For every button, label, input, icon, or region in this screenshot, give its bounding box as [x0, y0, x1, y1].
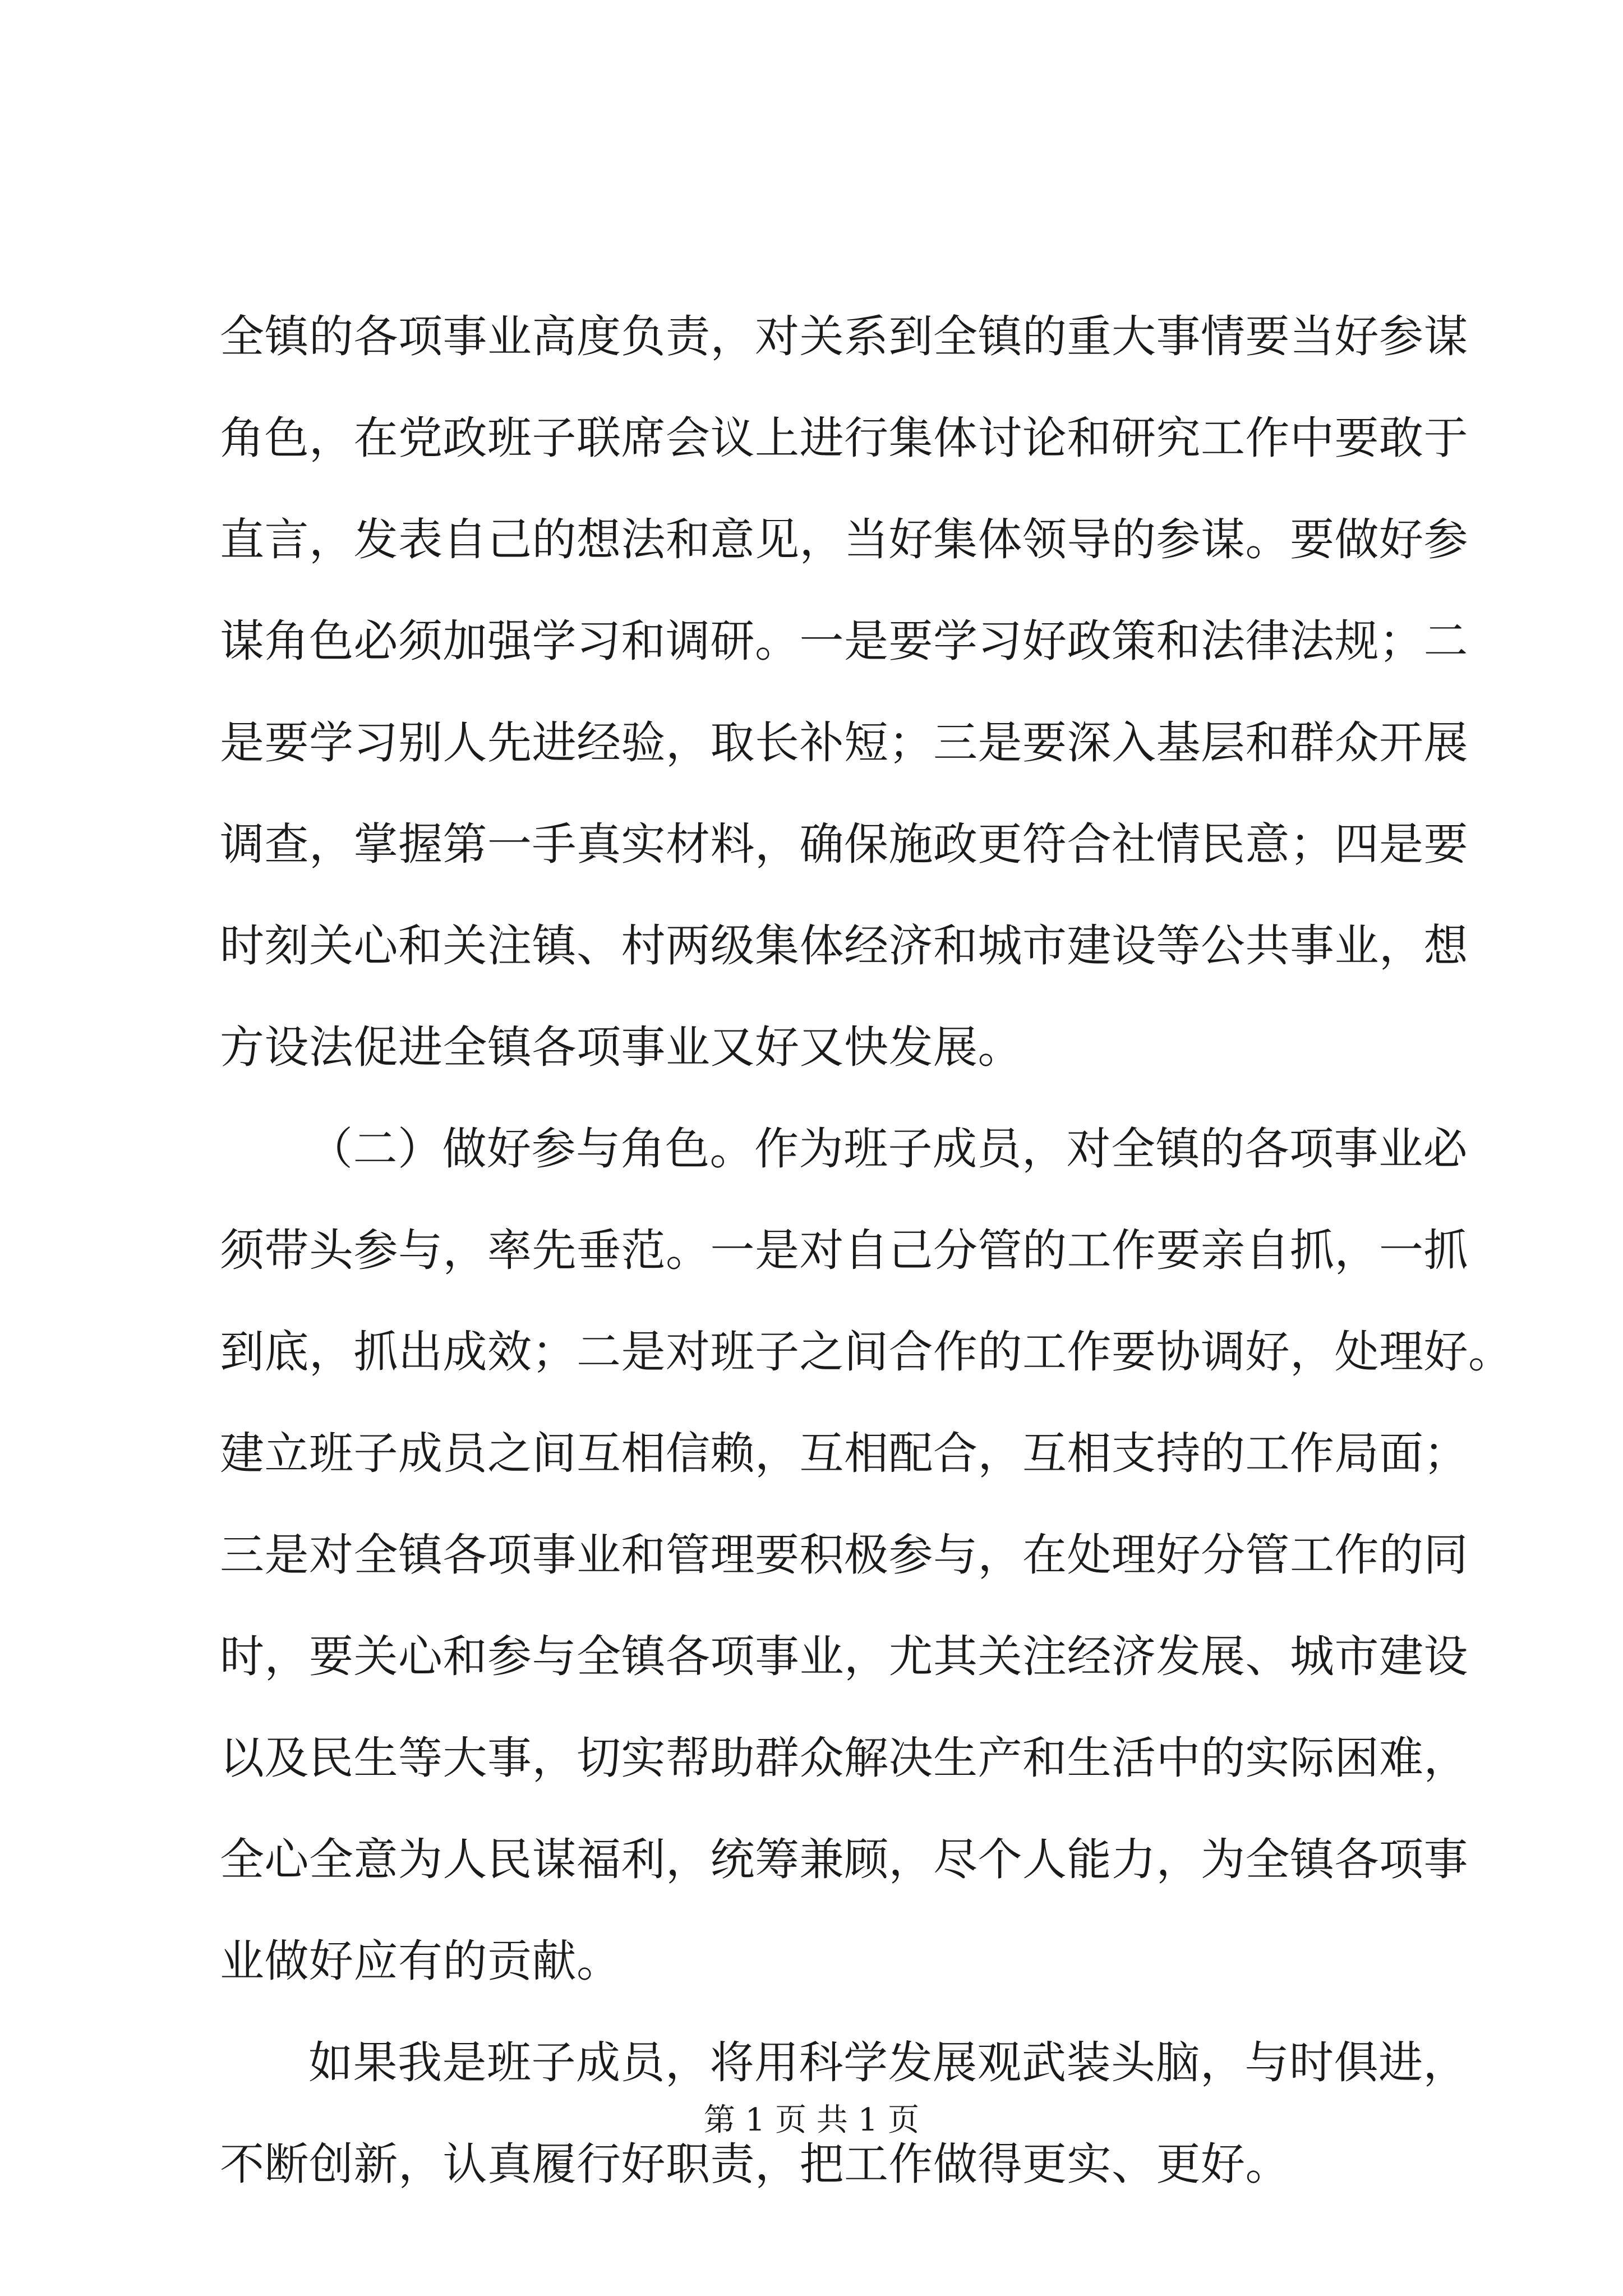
- text-line: 到底，抓出成效；二是对班子之间合作的工作要协调好，处理好。: [220, 1326, 1513, 1378]
- text-line: 不断创新，认真履行好职责，把工作做得更实、更好。: [220, 2138, 1290, 2190]
- text-line: 时，要关心和参与全镇各项事业，尤其关注经济发展、城市建设: [220, 1631, 1468, 1682]
- text-line: 全镇的各项事业高度负责，对关系到全镇的重大事情要当好参谋: [220, 311, 1468, 362]
- text-line: 如果我是班子成员，将用科学发展观武装头脑，与时俱进，: [308, 2037, 1468, 2088]
- text-line: 全心全意为人民谋福利，统筹兼顾，尽个人能力，为全镇各项事: [220, 1834, 1468, 1885]
- text-line: 直言，发表自己的想法和意见，当好集体领导的参谋。要做好参: [220, 514, 1468, 565]
- text-line: 角色，在党政班子联席会议上进行集体讨论和研究工作中要敢于: [220, 412, 1468, 464]
- text-line: 是要学习别人先进经验，取长补短；三是要深入基层和群众开展: [220, 717, 1468, 769]
- text-line: 三是对全镇各项事业和管理要积极参与，在处理好分管工作的同: [220, 1529, 1468, 1581]
- text-line: 方设法促进全镇各项事业又好又快发展。: [220, 1022, 1022, 1073]
- text-line: 谋角色必须加强学习和调研。一是要学习好政策和法律法规；二: [220, 615, 1468, 667]
- text-line: 须带头参与，率先垂范。一是对自己分管的工作要亲自抓，一抓: [220, 1225, 1468, 1276]
- paragraph-1: [220, 286, 1468, 1098]
- paragraph-2: [220, 1098, 1513, 2012]
- text-line: 以及民生等大事，切实帮助群众解决生产和生活中的实际困难，: [220, 1732, 1468, 1784]
- text-line: 业做好应有的贡献。: [220, 1935, 621, 1987]
- document-body: [220, 286, 1513, 2215]
- page-number-footer: 第 1 页 共 1 页: [703, 2102, 920, 2138]
- text-line: 调查，掌握第一手真实材料，确保施政更符合社情民意；四是要: [220, 818, 1468, 870]
- text-line: 建立班子成员之间互相信赖，互相配合，互相支持的工作局面；: [220, 1428, 1468, 1479]
- text-line: （二）做好参与角色。作为班子成员，对全镇的各项事业必: [308, 1123, 1468, 1175]
- text-line: 时刻关心和关注镇、村两级集体经济和城市建设等公共事业，想: [220, 920, 1468, 972]
